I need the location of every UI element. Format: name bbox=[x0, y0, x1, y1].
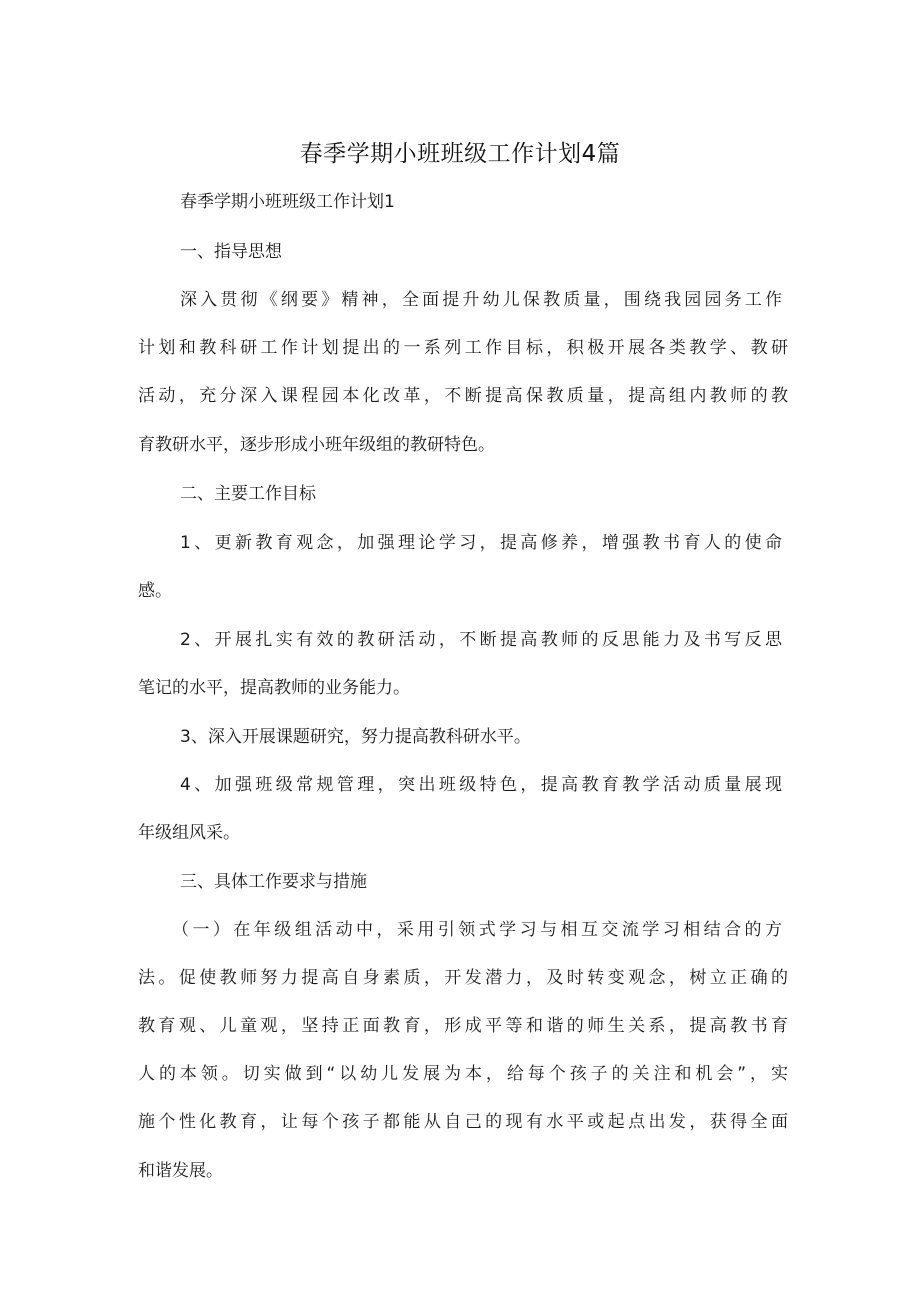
paragraph-line: 计划和教科研工作计划提出的一系列工作目标，积极开展各类教学、教研 bbox=[138, 338, 788, 358]
list-item-goal-4: 4、加强班级常规管理，突出班级特色，提高教育教学活动质量展现 bbox=[180, 775, 782, 795]
paragraph-line: 教育观、儿童观，坚持正面教育，形成平等和谐的师生关系，提高教书育 bbox=[138, 1016, 788, 1036]
list-item-goal-3: 3、深入开展课题研究，努力提高教科研水平。 bbox=[180, 727, 531, 747]
subtitle: 春季学期小班班级工作计划1 bbox=[180, 192, 395, 212]
section-heading-main-goals: 二、主要工作目标 bbox=[180, 484, 316, 504]
list-item-goal-2: 2、开展扎实有效的教研活动，不断提高教师的反思能力及书写反思 bbox=[180, 630, 782, 650]
list-item-goal-1-cont: 感。 bbox=[138, 581, 172, 601]
section-heading-measures: 三、具体工作要求与措施 bbox=[180, 872, 367, 892]
list-item-goal-2-cont: 笔记的水平，提高教师的业务能力。 bbox=[138, 678, 410, 698]
paragraph-line: 施个性化教育，让每个孩子都能从自己的现有水平或起点出发，获得全面 bbox=[138, 1112, 788, 1132]
section-heading-guiding-ideology: 一、指导思想 bbox=[180, 242, 282, 262]
paragraph-line: 育教研水平，逐步形成小班年级组的教研特色。 bbox=[138, 435, 495, 455]
paragraph-line: 活动，充分深入课程园本化改革，不断提高保教质量，提高组内教师的教 bbox=[138, 386, 788, 406]
document-title: 春季学期小班班级工作计划4篇 bbox=[299, 141, 621, 167]
paragraph-line: 深入贯彻《纲要》精神，全面提升幼儿保教质量，围绕我园园务工作 bbox=[180, 290, 782, 310]
paragraph-line: 和谐发展。 bbox=[138, 1161, 223, 1181]
paragraph-line: 法。促使教师努力提高自身素质，开发潜力，及时转变观念，树立正确的 bbox=[138, 968, 788, 988]
list-item-goal-1: 1、更新教育观念，加强理论学习，提高修养，增强教书育人的使命 bbox=[180, 533, 782, 553]
list-item-goal-4-cont: 年级组风采。 bbox=[138, 823, 240, 843]
paragraph-line: （一）在年级组活动中，采用引领式学习与相互交流学习相结合的方 bbox=[172, 920, 782, 940]
paragraph-line: 人的本领。切实做到“以幼儿发展为本，给每个孩子的关注和机会”，实 bbox=[138, 1064, 788, 1084]
